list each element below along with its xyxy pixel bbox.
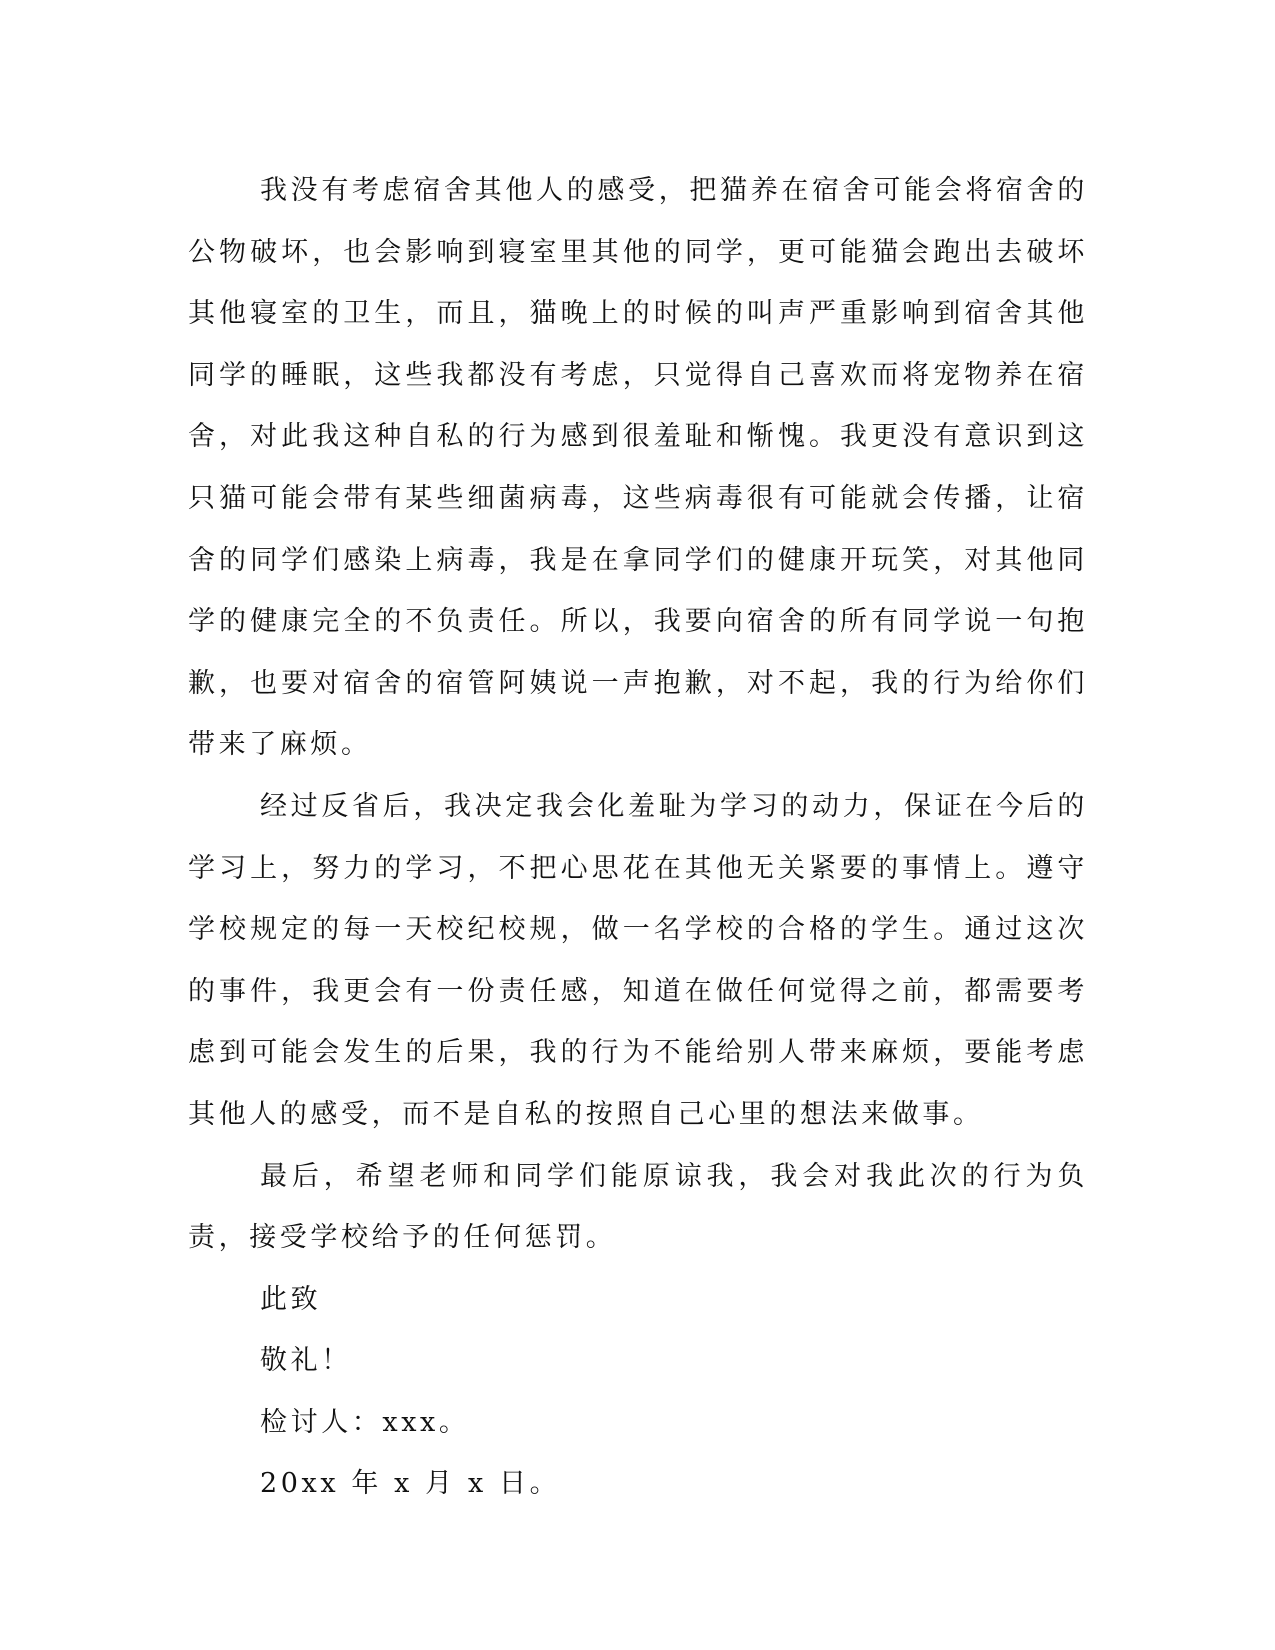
paragraph-conclusion: 最后，希望老师和同学们能原谅我，我会对我此次的行为负责，接受学校给予的任何惩罚。 <box>188 1160 1088 1254</box>
signer-line: 检讨人：xxx。 <box>260 1406 470 1438</box>
paragraph-reflection: 经过反省后，我决定我会化羞耻为学习的动力，保证在今后的学习上，努力的学习，不把心思花在其他无关紧要的事情上。遵守学校规定的每一天校纪校规，做一名学校的合格的学生。通过这次的事件，我更会有一份责任感，知道在做任何觉得之前，都需要考虑到可能会发生的后果，我的行为不能给别人带来麻烦，要能考虑其他人的感受，而不是自私的按照自己心里的想法来做事。 <box>188 790 1088 1130</box>
document-body <box>188 160 1088 1515</box>
date-line: 20xx 年 x 月 x 日。 <box>260 1468 561 1500</box>
closing-salutation-1: 此致 <box>260 1283 322 1315</box>
paragraph-apology: 我没有考虑宿舍其他人的感受，把猫养在宿舍可能会将宿舍的公物破坏，也会影响到寝室里其他的同学，更可能猫会跑出去破坏其他寝室的卫生，而且，猫晚上的时候的叫声严重影响到宿舍其他同学的睡眠，这些我都没有考虑，只觉得自己喜欢而将宠物养在宿舍，对此我这种自私的行为感到很羞耻和惭愧。我更没有意识到这只猫可能会带有某些细菌病毒，这些病毒很有可能就会传播，让宿舍的同学们感染上病毒，我是在拿同学们的健康开玩笑，对其他同学的健康完全的不负责任。所以，我要向宿舍的所有同学说一句抱歉，也要对宿舍的宿管阿姨说一声抱歉，对不起，我的行为给你们带来了麻烦。 <box>188 175 1088 761</box>
closing-salutation-2: 敬礼！ <box>260 1345 352 1377</box>
